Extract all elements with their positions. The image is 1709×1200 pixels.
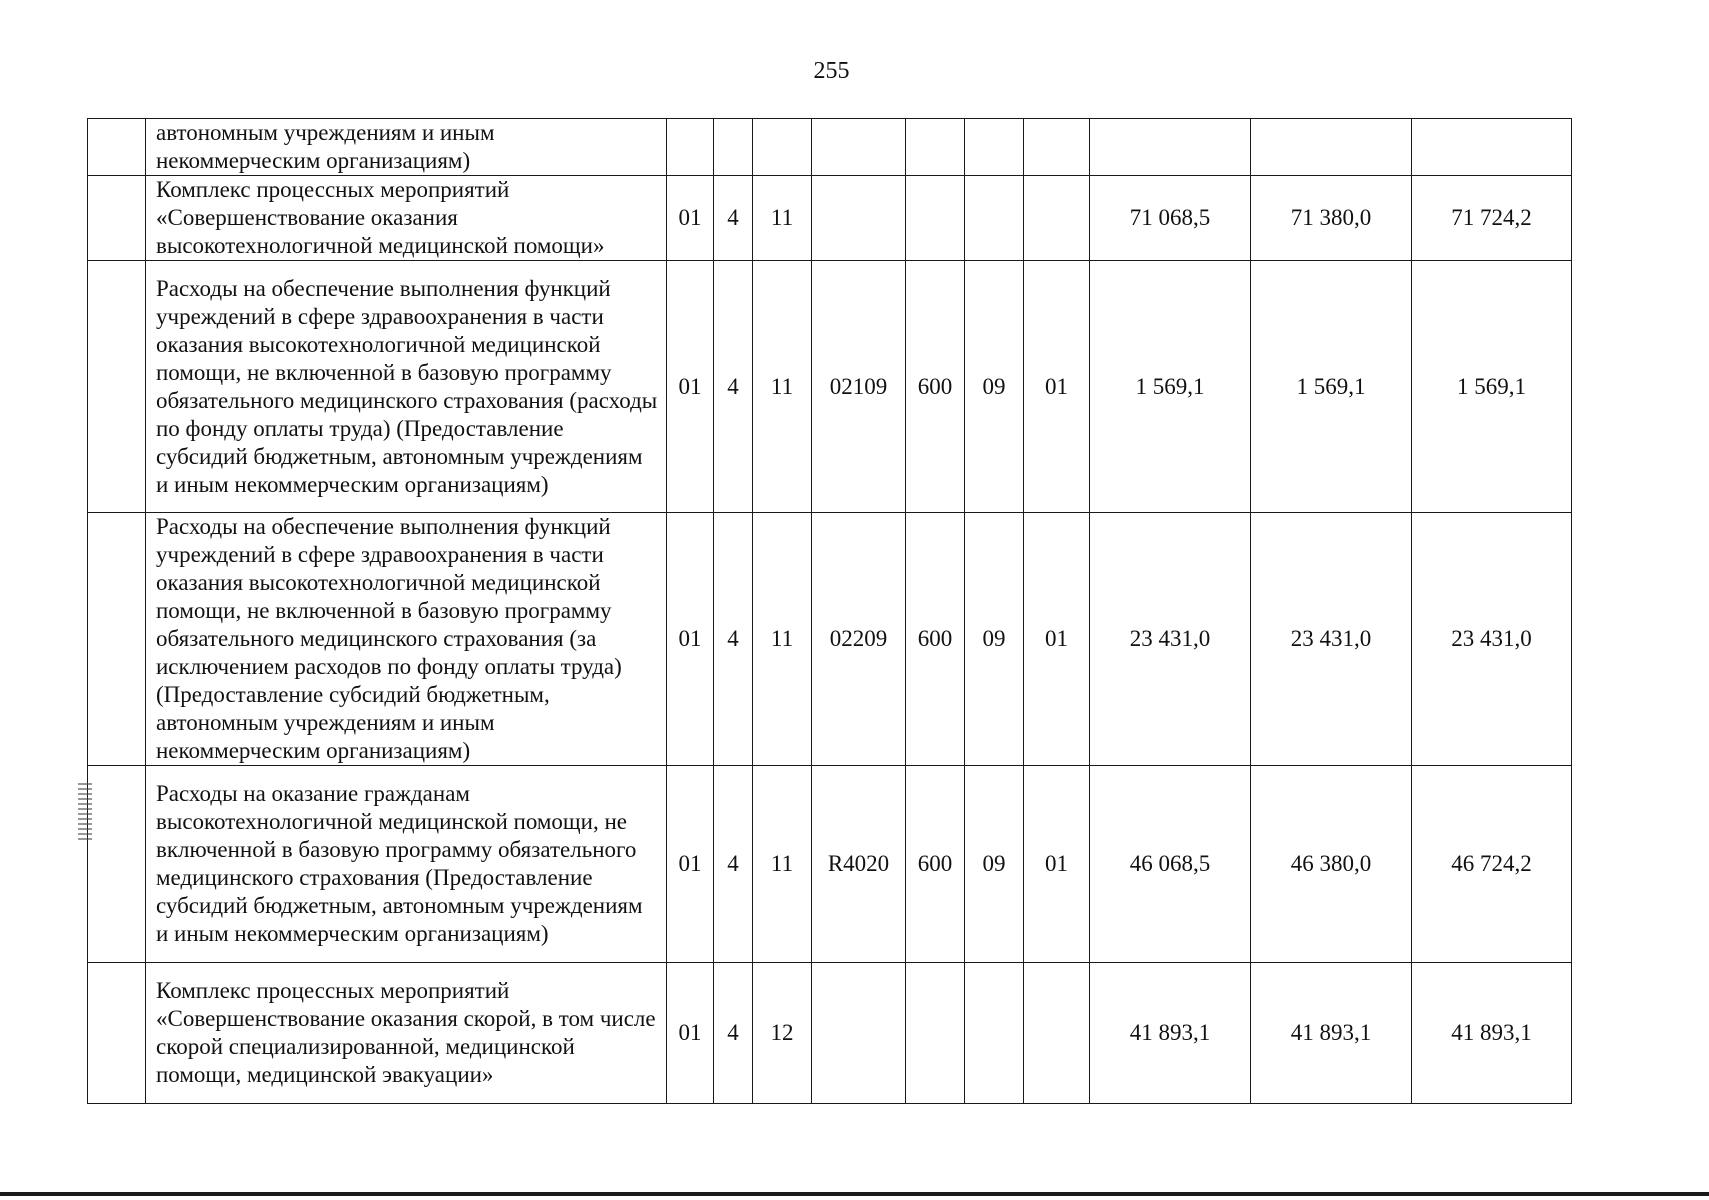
code-cell [1024,119,1090,176]
code-cell [667,119,714,176]
code-cell: 4 [714,176,753,261]
amount-cell: 46 068,5 [1090,766,1251,963]
code-cell: 01 [1024,766,1090,963]
row-index-cell [88,119,146,176]
code-cell: 09 [965,261,1024,513]
amount-cell: 41 893,1 [1412,963,1572,1104]
code-cell [906,963,965,1104]
amount-cell: 71 724,2 [1412,176,1572,261]
code-cell [812,963,906,1104]
code-cell: 11 [753,766,812,963]
code-cell [753,119,812,176]
code-cell: 01 [1024,513,1090,766]
code-cell: 01 [667,176,714,261]
code-cell: 09 [965,766,1024,963]
row-index-cell [88,963,146,1104]
table-row [88,176,1572,261]
code-cell: 600 [906,513,965,766]
code-cell: 11 [753,261,812,513]
code-cell: 01 [667,963,714,1104]
code-cell: 4 [714,513,753,766]
amount-cell: 23 431,0 [1412,513,1572,766]
code-cell [906,119,965,176]
amount-cell: 71 068,5 [1090,176,1251,261]
code-cell [812,176,906,261]
row-index-cell [88,176,146,261]
row-index-cell [88,261,146,513]
table-row [88,963,1572,1104]
budget-table [87,118,1572,1104]
amount-cell: 41 893,1 [1251,963,1412,1104]
amount-cell: 46 724,2 [1412,766,1572,963]
code-cell: 12 [753,963,812,1104]
code-cell: 4 [714,261,753,513]
code-cell: 11 [753,513,812,766]
code-cell [1024,963,1090,1104]
amount-cell [1090,119,1251,176]
amount-cell: 1 569,1 [1412,261,1572,513]
amount-cell: 1 569,1 [1251,261,1412,513]
amount-cell [1412,119,1572,176]
code-cell: 02109 [812,261,906,513]
code-cell [1024,176,1090,261]
amount-cell: 1 569,1 [1090,261,1251,513]
code-cell: 4 [714,963,753,1104]
table-row [88,766,1572,963]
code-cell: 01 [667,766,714,963]
row-description: Расходы на оказание гражданам высокотехнологичной медицинской помощи, не включенной в базовую программу обязательного медицинского страхования (Предоставление субсидий бюджетным, автономным учреждениям и иным некоммерческим организациям) [146,766,667,963]
code-cell: 600 [906,766,965,963]
amount-cell: 23 431,0 [1251,513,1412,766]
page-number: 255 [813,58,850,84]
code-cell: 4 [714,766,753,963]
code-cell: 01 [667,513,714,766]
row-description: автономным учреждениям и иным некоммерческим организациям) [146,119,667,176]
code-cell: 02209 [812,513,906,766]
code-cell: 01 [667,261,714,513]
amount-cell: 46 380,0 [1251,766,1412,963]
amount-cell: 71 380,0 [1251,176,1412,261]
scan-edge-mark [78,780,92,840]
row-description: Комплекс процессных мероприятий «Совершенствование оказания высокотехнологичной медицинской помощи» [146,176,667,261]
code-cell: 01 [1024,261,1090,513]
code-cell [965,963,1024,1104]
row-description: Расходы на обеспечение выполнения функций учреждений в сфере здравоохранения в части оказания высокотехнологичной медицинской помощи, не включенной в базовую программу обязательного медицинского страхования (расходы по фонду оплаты труда) (Предоставление субсидий бюджетным, автономным учреждениям и иным некоммерческим организациям) [146,261,667,513]
row-description: Расходы на обеспечение выполнения функций учреждений в сфере здравоохранения в части оказания высокотехнологичной медицинской помощи, не включенной в базовую программу обязательного медицинского страхования (за исключением расходов по фонду оплаты труда) (Предоставление субсидий бюджетным, автономным учреждениям и иным некоммерческим организациям) [146,513,667,766]
row-index-cell [88,766,146,963]
code-cell [965,119,1024,176]
table-row [88,513,1572,766]
code-cell [906,176,965,261]
code-cell: 11 [753,176,812,261]
code-cell: 09 [965,513,1024,766]
table-row [88,261,1572,513]
amount-cell [1251,119,1412,176]
code-cell: R4020 [812,766,906,963]
code-cell [812,119,906,176]
table-row [88,119,1572,176]
amount-cell: 23 431,0 [1090,513,1251,766]
row-description: Комплекс процессных мероприятий «Совершенствование оказания скорой, в том числе скорой специализированной, медицинской помощи, медицинской эвакуации» [146,963,667,1104]
code-cell [714,119,753,176]
scan-bottom-edge [0,1192,1709,1196]
code-cell [965,176,1024,261]
code-cell: 600 [906,261,965,513]
row-index-cell [88,513,146,766]
amount-cell: 41 893,1 [1090,963,1251,1104]
